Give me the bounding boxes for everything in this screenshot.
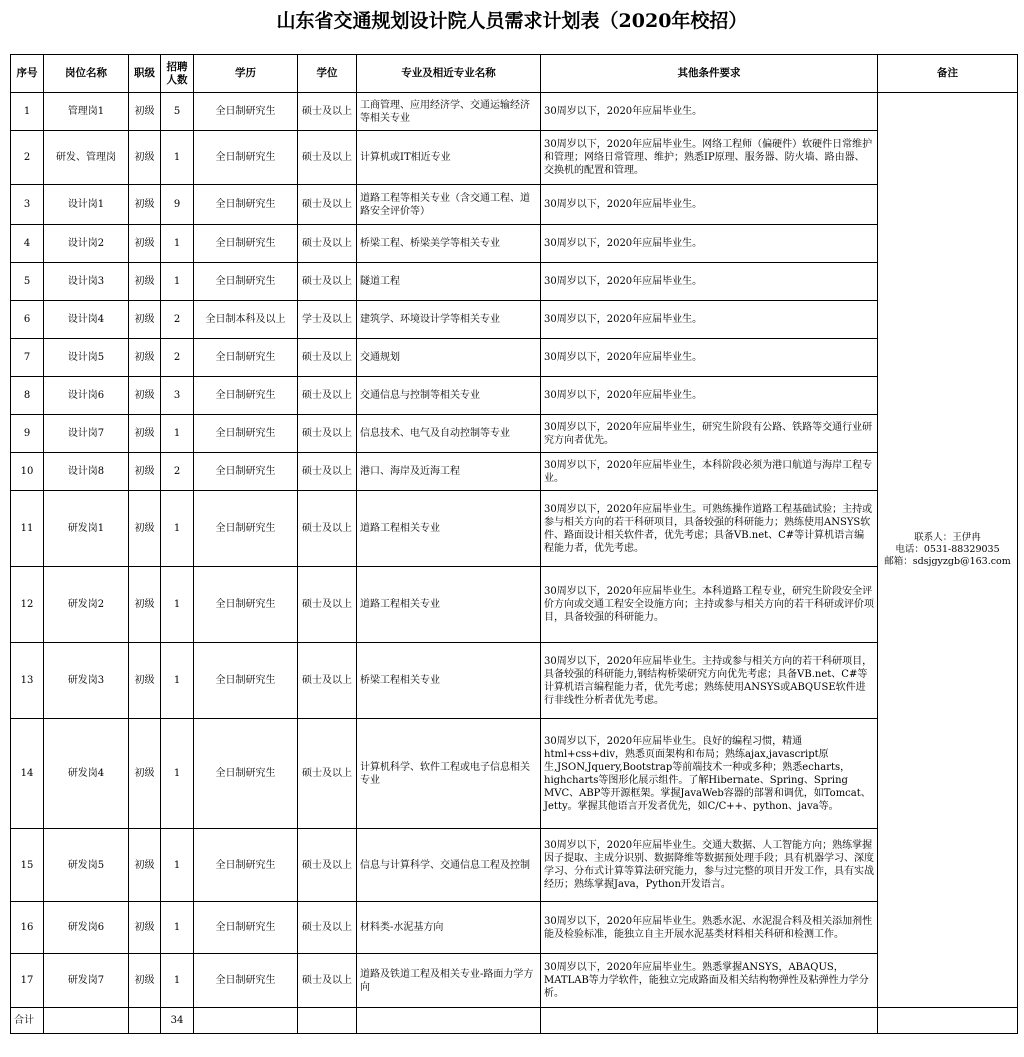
cell-requirements: 30周岁以下，2020年应届毕业生。本科道路工程专业，研究生阶段安全评价方向或交通工程安全设施方向；主持或参与相关方向的若干科研或评价项目，具备较强的科研能力。 bbox=[541, 567, 878, 643]
cell-major: 材料类-水泥基方向 bbox=[357, 902, 541, 954]
cell-major: 计算机或IT相近专业 bbox=[357, 131, 541, 185]
table-row bbox=[11, 453, 1018, 491]
cell-position-name: 设计岗3 bbox=[44, 263, 129, 301]
cell-total-count: 34 bbox=[161, 1008, 194, 1034]
cell-seq: 8 bbox=[11, 377, 44, 415]
cell-major: 计算机科学、软件工程或电子信息相关专业 bbox=[357, 719, 541, 829]
cell-position-name: 研发岗1 bbox=[44, 491, 129, 567]
cell-level: 初级 bbox=[129, 643, 161, 719]
table-row bbox=[11, 415, 1018, 453]
cell-seq: 10 bbox=[11, 453, 44, 491]
cell-requirements: 30周岁以下，2020年应届毕业生。交通大数据、人工智能方向；熟练掌握因子提取、主成分识别、数据降维等数据预处理手段；具有机器学习、深度学习、分布式计算等算法研究能力，参与过完整的项目开发工作，具有实战经历；熟练掌握Java，Python开发语言。 bbox=[541, 829, 878, 902]
cell-empty bbox=[541, 1008, 878, 1034]
cell-education: 全日制本科及以上 bbox=[194, 301, 298, 339]
cell-degree: 硕士及以上 bbox=[298, 829, 357, 902]
cell-requirements: 30周岁以下，2020年应届毕业生。 bbox=[541, 185, 878, 225]
cell-level: 初级 bbox=[129, 225, 161, 263]
cell-education: 全日制研究生 bbox=[194, 185, 298, 225]
cell-count: 1 bbox=[161, 902, 194, 954]
cell-degree: 硕士及以上 bbox=[298, 225, 357, 263]
cell-position-name: 管理岗1 bbox=[44, 93, 129, 131]
cell-requirements: 30周岁以下，2020年应届毕业生。 bbox=[541, 225, 878, 263]
table-row bbox=[11, 902, 1018, 954]
header-remarks: 备注 bbox=[878, 55, 1018, 93]
table-row bbox=[11, 339, 1018, 377]
cell-seq: 7 bbox=[11, 339, 44, 377]
header-count-line1: 招聘 bbox=[166, 60, 188, 73]
cell-education: 全日制研究生 bbox=[194, 643, 298, 719]
cell-major: 桥梁工程、桥梁美学等相关专业 bbox=[357, 225, 541, 263]
cell-position-name: 研发岗2 bbox=[44, 567, 129, 643]
cell-degree: 硕士及以上 bbox=[298, 131, 357, 185]
remarks-contact-cell bbox=[878, 93, 1018, 1008]
table-row bbox=[11, 131, 1018, 185]
cell-major: 道路工程相关专业 bbox=[357, 491, 541, 567]
cell-count: 1 bbox=[161, 719, 194, 829]
cell-major: 建筑学、环境设计学等相关专业 bbox=[357, 301, 541, 339]
table-row bbox=[11, 643, 1018, 719]
cell-education: 全日制研究生 bbox=[194, 415, 298, 453]
cell-major: 隧道工程 bbox=[357, 263, 541, 301]
cell-count: 2 bbox=[161, 339, 194, 377]
cell-seq: 15 bbox=[11, 829, 44, 902]
cell-level: 初级 bbox=[129, 829, 161, 902]
table-row bbox=[11, 829, 1018, 902]
cell-position-name: 研发岗7 bbox=[44, 954, 129, 1008]
cell-level: 初级 bbox=[129, 301, 161, 339]
cell-requirements: 30周岁以下，2020年应届毕业生。熟悉掌握ANSYS，ABAQUS，MATLAB等力学软件，能独立完成路面及相关结构物弹性及粘弹性力学分析。 bbox=[541, 954, 878, 1008]
cell-level: 初级 bbox=[129, 339, 161, 377]
header-requirements: 其他条件要求 bbox=[541, 55, 878, 93]
cell-degree: 硕士及以上 bbox=[298, 719, 357, 829]
cell-degree: 硕士及以上 bbox=[298, 415, 357, 453]
cell-position-name: 研发、管理岗 bbox=[44, 131, 129, 185]
cell-seq: 1 bbox=[11, 93, 44, 131]
cell-education: 全日制研究生 bbox=[194, 902, 298, 954]
cell-major: 交通信息与控制等相关专业 bbox=[357, 377, 541, 415]
cell-position-name: 研发岗3 bbox=[44, 643, 129, 719]
header-level: 职级 bbox=[129, 55, 161, 93]
cell-education: 全日制研究生 bbox=[194, 225, 298, 263]
cell-degree: 硕士及以上 bbox=[298, 453, 357, 491]
cell-seq: 3 bbox=[11, 185, 44, 225]
contact-phone: 电话：0531-88329035 bbox=[895, 544, 1000, 555]
cell-seq: 9 bbox=[11, 415, 44, 453]
table-row bbox=[11, 263, 1018, 301]
cell-major: 信息与计算科学、交通信息工程及控制 bbox=[357, 829, 541, 902]
cell-count: 1 bbox=[161, 954, 194, 1008]
cell-degree: 硕士及以上 bbox=[298, 643, 357, 719]
cell-count: 3 bbox=[161, 377, 194, 415]
cell-degree: 硕士及以上 bbox=[298, 185, 357, 225]
cell-degree: 学士及以上 bbox=[298, 301, 357, 339]
total-row bbox=[11, 1008, 1018, 1034]
cell-requirements: 30周岁以下，2020年应届毕业生。 bbox=[541, 377, 878, 415]
contact-email: 邮箱：sdsjgyzgb@163.com bbox=[884, 556, 1011, 567]
cell-seq: 2 bbox=[11, 131, 44, 185]
cell-seq: 13 bbox=[11, 643, 44, 719]
cell-count: 9 bbox=[161, 185, 194, 225]
cell-degree: 硕士及以上 bbox=[298, 954, 357, 1008]
cell-seq: 14 bbox=[11, 719, 44, 829]
cell-level: 初级 bbox=[129, 453, 161, 491]
cell-level: 初级 bbox=[129, 719, 161, 829]
table-row bbox=[11, 377, 1018, 415]
cell-degree: 硕士及以上 bbox=[298, 567, 357, 643]
cell-requirements: 30周岁以下，2020年应届毕业生。 bbox=[541, 301, 878, 339]
cell-degree: 硕士及以上 bbox=[298, 377, 357, 415]
cell-education: 全日制研究生 bbox=[194, 131, 298, 185]
cell-degree: 硕士及以上 bbox=[298, 902, 357, 954]
cell-level: 初级 bbox=[129, 567, 161, 643]
header-education: 学历 bbox=[194, 55, 298, 93]
cell-seq: 6 bbox=[11, 301, 44, 339]
cell-major: 道路工程等相关专业（含交通工程、道路安全评价等） bbox=[357, 185, 541, 225]
cell-position-name: 设计岗1 bbox=[44, 185, 129, 225]
cell-seq: 11 bbox=[11, 491, 44, 567]
header-count bbox=[161, 55, 194, 93]
cell-position-name: 研发岗5 bbox=[44, 829, 129, 902]
cell-level: 初级 bbox=[129, 131, 161, 185]
cell-count: 1 bbox=[161, 263, 194, 301]
cell-level: 初级 bbox=[129, 491, 161, 567]
cell-level: 初级 bbox=[129, 263, 161, 301]
cell-requirements: 30周岁以下，2020年应届毕业生，本科阶段必须为港口航道与海岸工程专业。 bbox=[541, 453, 878, 491]
cell-count: 5 bbox=[161, 93, 194, 131]
cell-seq: 17 bbox=[11, 954, 44, 1008]
cell-total-label: 合计 bbox=[11, 1008, 44, 1034]
cell-requirements: 30周岁以下，2020年应届毕业生。主持或参与相关方向的若干科研项目，具备较强的科研能力,钢结构桥梁研究方向优先考虑；具备VB.net、C#等计算机语言编程能力者，优先考虑；熟练使用ANSYS或ABQUSE软件进行非线性分析者优先考虑。 bbox=[541, 643, 878, 719]
table-row bbox=[11, 225, 1018, 263]
cell-major: 桥梁工程相关专业 bbox=[357, 643, 541, 719]
cell-position-name: 研发岗4 bbox=[44, 719, 129, 829]
cell-count: 1 bbox=[161, 225, 194, 263]
page-title: 山东省交通规划设计院人员需求计划表（2020年校招） bbox=[276, 10, 748, 32]
cell-position-name: 设计岗2 bbox=[44, 225, 129, 263]
table-row bbox=[11, 93, 1018, 131]
cell-position-name: 设计岗7 bbox=[44, 415, 129, 453]
cell-degree: 硕士及以上 bbox=[298, 93, 357, 131]
cell-major: 道路及铁道工程及相关专业-路面力学方向 bbox=[357, 954, 541, 1008]
cell-count: 1 bbox=[161, 829, 194, 902]
cell-education: 全日制研究生 bbox=[194, 491, 298, 567]
cell-count: 2 bbox=[161, 453, 194, 491]
header-row bbox=[11, 55, 1018, 93]
table-row bbox=[11, 185, 1018, 225]
cell-level: 初级 bbox=[129, 954, 161, 1008]
cell-requirements: 30周岁以下，2020年应届毕业生。 bbox=[541, 263, 878, 301]
cell-requirements: 30周岁以下，2020年应届毕业生。 bbox=[541, 339, 878, 377]
cell-major: 信息技术、电气及自动控制等专业 bbox=[357, 415, 541, 453]
cell-major: 交通规划 bbox=[357, 339, 541, 377]
cell-seq: 16 bbox=[11, 902, 44, 954]
header-seq: 序号 bbox=[11, 55, 44, 93]
cell-education: 全日制研究生 bbox=[194, 93, 298, 131]
cell-empty bbox=[194, 1008, 298, 1034]
cell-level: 初级 bbox=[129, 377, 161, 415]
cell-count: 1 bbox=[161, 643, 194, 719]
cell-level: 初级 bbox=[129, 415, 161, 453]
table-row bbox=[11, 301, 1018, 339]
cell-position-name: 设计岗5 bbox=[44, 339, 129, 377]
cell-empty bbox=[298, 1008, 357, 1034]
table-row bbox=[11, 954, 1018, 1008]
cell-empty bbox=[44, 1008, 129, 1034]
header-position-name: 岗位名称 bbox=[44, 55, 129, 93]
cell-education: 全日制研究生 bbox=[194, 567, 298, 643]
header-degree: 学位 bbox=[298, 55, 357, 93]
cell-education: 全日制研究生 bbox=[194, 263, 298, 301]
cell-position-name: 设计岗8 bbox=[44, 453, 129, 491]
cell-level: 初级 bbox=[129, 185, 161, 225]
cell-seq: 12 bbox=[11, 567, 44, 643]
cell-position-name: 设计岗4 bbox=[44, 301, 129, 339]
table-row bbox=[11, 719, 1018, 829]
cell-education: 全日制研究生 bbox=[194, 453, 298, 491]
header-major: 专业及相近专业名称 bbox=[357, 55, 541, 93]
cell-major: 工商管理、应用经济学、交通运输经济等相关专业 bbox=[357, 93, 541, 131]
cell-education: 全日制研究生 bbox=[194, 339, 298, 377]
cell-position-name: 设计岗6 bbox=[44, 377, 129, 415]
cell-count: 1 bbox=[161, 415, 194, 453]
cell-requirements: 30周岁以下，2020年应届毕业生。熟悉水泥、水泥混合料及相关添加剂性能及检验标准，能独立自主开展水泥基类材料相关科研和检测工作。 bbox=[541, 902, 878, 954]
contact-person: 联系人：王伊冉 bbox=[914, 532, 981, 543]
cell-education: 全日制研究生 bbox=[194, 954, 298, 1008]
cell-position-name: 研发岗6 bbox=[44, 902, 129, 954]
cell-count: 1 bbox=[161, 131, 194, 185]
cell-requirements: 30周岁以下，2020年应届毕业生。可熟练操作道路工程基础试验；主持或参与相关方向的若干科研项目，具备较强的科研能力；熟练使用ANSYS软件、路面设计相关软件者，优先考虑；具备VB.net、C#等计算机语言编程能力者，优先考虑。 bbox=[541, 491, 878, 567]
cell-count: 1 bbox=[161, 567, 194, 643]
cell-requirements: 30周岁以下，2020年应届毕业生。网络工程师（偏硬件）软硬件日常维护和管理；网络日常管理、维护；熟悉IP原理、服务器、防火墙、路由器、交换机的配置和管理。 bbox=[541, 131, 878, 185]
cell-count: 1 bbox=[161, 491, 194, 567]
cell-degree: 硕士及以上 bbox=[298, 339, 357, 377]
cell-education: 全日制研究生 bbox=[194, 829, 298, 902]
header-count-line2: 人数 bbox=[166, 73, 188, 86]
cell-seq: 5 bbox=[11, 263, 44, 301]
cell-education: 全日制研究生 bbox=[194, 377, 298, 415]
cell-degree: 硕士及以上 bbox=[298, 263, 357, 301]
cell-requirements: 30周岁以下，2020年应届毕业生。良好的编程习惯，精通html+css+div，熟悉页面架构和布局；熟练ajax,javascript原生,JSON,Jquery,Bootstrap等前端技术一种或多种；熟悉echarts，highcharts等图形化展示组件。了解Hibernate、Spring、Spring MVC、ABP等开源框架。掌握JavaWeb容器的部署和调优，如Tomcat、Jetty。掌握其他语言开发者优先，如C/C++、python、java等。 bbox=[541, 719, 878, 829]
table-row bbox=[11, 567, 1018, 643]
cell-major: 港口、海岸及近海工程 bbox=[357, 453, 541, 491]
cell-seq: 4 bbox=[11, 225, 44, 263]
table-row bbox=[11, 491, 1018, 567]
cell-count: 2 bbox=[161, 301, 194, 339]
cell-empty bbox=[129, 1008, 161, 1034]
cell-major: 道路工程相关专业 bbox=[357, 567, 541, 643]
cell-degree: 硕士及以上 bbox=[298, 491, 357, 567]
cell-requirements: 30周岁以下，2020年应届毕业生，研究生阶段有公路、铁路等交通行业研究方向者优先。 bbox=[541, 415, 878, 453]
cell-empty bbox=[357, 1008, 541, 1034]
cell-requirements: 30周岁以下，2020年应届毕业生。 bbox=[541, 93, 878, 131]
cell-level: 初级 bbox=[129, 93, 161, 131]
cell-level: 初级 bbox=[129, 902, 161, 954]
cell-education: 全日制研究生 bbox=[194, 719, 298, 829]
cell-empty bbox=[878, 1008, 1018, 1034]
recruitment-table bbox=[10, 54, 1018, 1034]
